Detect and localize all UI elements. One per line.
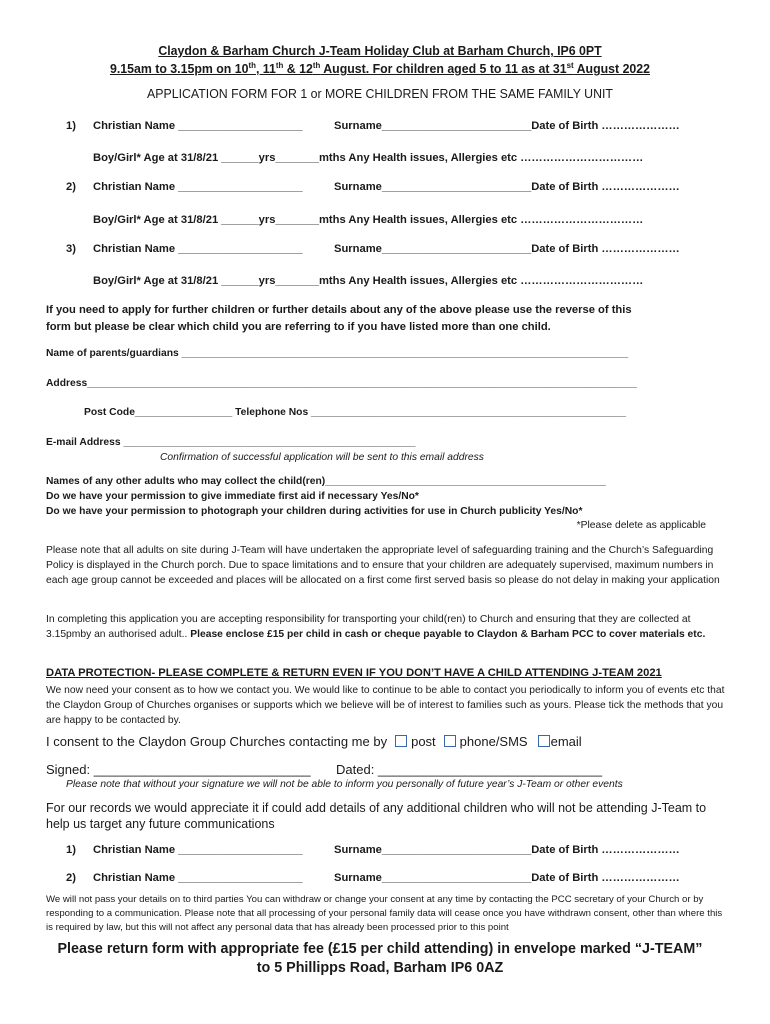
collect-adults-field[interactable]: Names of any other adults who may collect the child(ren)_________________________________________________: [46, 476, 606, 487]
phone-sms-option-label: phone/SMS: [459, 734, 528, 749]
delete-applicable-note: *Please delete as applicable: [576, 520, 706, 531]
child-3-details-field[interactable]: Boy/Girl* Age at 31/8/21 ______yrs_______mths Any Health issues, Allergies etc ……………………………: [93, 275, 644, 287]
phone-sms-checkbox[interactable]: [444, 735, 456, 747]
email-field[interactable]: E-mail Address ___________________________________________________: [46, 437, 416, 448]
postcode-telephone-field[interactable]: Post Code_________________ Telephone Nos _______________________________________________________: [84, 407, 626, 418]
signature-note: Please note that without your signature we will not be able to inform you personally of future year’s J-Team or other events: [66, 779, 623, 790]
child-2-num: 2): [66, 181, 76, 193]
child-1-details-field[interactable]: Boy/Girl* Age at 31/8/21 ______yrs_______mths Any Health issues, Allergies etc ……………………………: [93, 152, 644, 164]
child-3-name-field[interactable]: Christian Name ____________________: [93, 243, 303, 255]
form-header-dates: 9.15am to 3.15pm on 10th, 11th & 12th August. For children aged 5 to 11 as at 31st August 2022: [109, 61, 651, 76]
child-2-details-field[interactable]: Boy/Girl* Age at 31/8/21 ______yrs_______mths Any Health issues, Allergies etc ……………………………: [93, 214, 644, 226]
safeguarding-paragraph: Please note that all adults on site during J-Team will have undertaken the appropriate level of safeguarding training and the Church’s Safeguarding Policy is displayed in the Church porch. Due to space limitations and to ensure that your children are adequately supervised, maximum numbers in each age group cannot be exceeded and places will be allocated on a first come first served basis so please do not delay in making your application: [46, 545, 720, 586]
data-protection-text: We now need your consent as to how we contact you. We would like to continue to be able to contact you periodically to inform you of events etc that the Claydon Group of Churches organises or supports which we believe will be of interest to families such as yours. Please tick the methods that you are happy to be contacted by.: [46, 685, 725, 726]
email-checkbox[interactable]: [538, 735, 550, 747]
extra-child-2-num: 2): [66, 872, 76, 884]
records-paragraph: For our records we would appreciate it if could add details of any additional children who will not be attending J-Team to help us target any future communications: [46, 801, 707, 831]
email-option-label: email: [550, 734, 582, 749]
return-instructions-line-1: Please return form with appropriate fee (£15 per child attending) in envelope marked “J-TEAM”: [57, 941, 703, 957]
signed-field[interactable]: Signed: ______________________________: [46, 762, 311, 777]
data-protection-heading: DATA PROTECTION- PLEASE COMPLETE & RETURN EVEN IF YOU DON’T HAVE A CHILD ATTENDING J-TEAM 2021: [46, 667, 662, 679]
child-3-num: 3): [66, 243, 76, 255]
extra-child-1-name-field[interactable]: Christian Name ____________________: [93, 844, 303, 856]
child-2-name-field[interactable]: Christian Name ____________________: [93, 181, 303, 193]
consent-text: I consent to the Claydon Group Churches contacting me by: [46, 734, 388, 749]
form-title: APPLICATION FORM FOR 1 or MORE CHILDREN FROM THE SAME FAMILY UNIT: [147, 87, 613, 101]
dated-field[interactable]: Dated: _______________________________: [336, 762, 603, 777]
child-1-surname-dob-field[interactable]: Surname________________________Date of Birth …………………: [334, 120, 680, 132]
address-field[interactable]: Address________________________________________________________________________________________________: [46, 378, 637, 389]
extra-child-2-name-field[interactable]: Christian Name ____________________: [93, 872, 303, 884]
extra-child-1-num: 1): [66, 844, 76, 856]
consent-line: [46, 734, 582, 749]
parents-field[interactable]: Name of parents/guardians ______________________________________________________________________________: [46, 348, 629, 359]
photo-permission: Do we have your permission to photograph your children during activities for use in Church publicity Yes/No*: [46, 506, 583, 517]
post-option-label: post: [411, 734, 436, 749]
further-children-line-2: form but please be clear which child you are referring to if you have listed more than one child.: [46, 321, 551, 333]
form-header-title: Claydon & Barham Church J-Team Holiday Club at Barham Church, IP6 0PT: [158, 44, 602, 58]
child-2-surname-dob-field[interactable]: Surname________________________Date of Birth …………………: [334, 181, 680, 193]
extra-child-2-surname-dob-field[interactable]: Surname________________________Date of Birth …………………: [334, 872, 680, 884]
further-children-line-1: If you need to apply for further children or further details about any of the above please use the reverse of this: [46, 304, 632, 316]
email-confirmation-note: Confirmation of successful application will be sent to this email address: [160, 452, 484, 463]
child-1-num: 1): [66, 120, 76, 132]
child-1-name-field[interactable]: Christian Name ____________________: [93, 120, 303, 132]
post-checkbox[interactable]: [395, 735, 407, 747]
transport-paragraph: In completing this application you are accepting responsibility for transporting your child(ren) to Church and ensuring that they are collected at 3.15pmby an authorised adult.. Please enclose £15 per child in cash or cheque payable to Claydon & Barham PCC to cover materials etc.: [46, 614, 706, 640]
extra-child-1-surname-dob-field[interactable]: Surname________________________Date of Birth …………………: [334, 844, 680, 856]
child-3-surname-dob-field[interactable]: Surname________________________Date of Birth …………………: [334, 243, 680, 255]
privacy-paragraph: We will not pass your details on to third parties You can withdraw or change your consent at any time by contacting the PCC secretary of your Church or by responding to a communication. Please note that all processing of your personal family data will cease once you have withdrawn consent, other than where this is required by law, but this will not affect any personal data that has already been processed prior to this point: [46, 894, 723, 933]
return-instructions-line-2: to 5 Phillipps Road, Barham IP6 0AZ: [256, 960, 504, 976]
first-aid-permission: Do we have your permission to give immediate first aid if necessary Yes/No*: [46, 491, 419, 502]
